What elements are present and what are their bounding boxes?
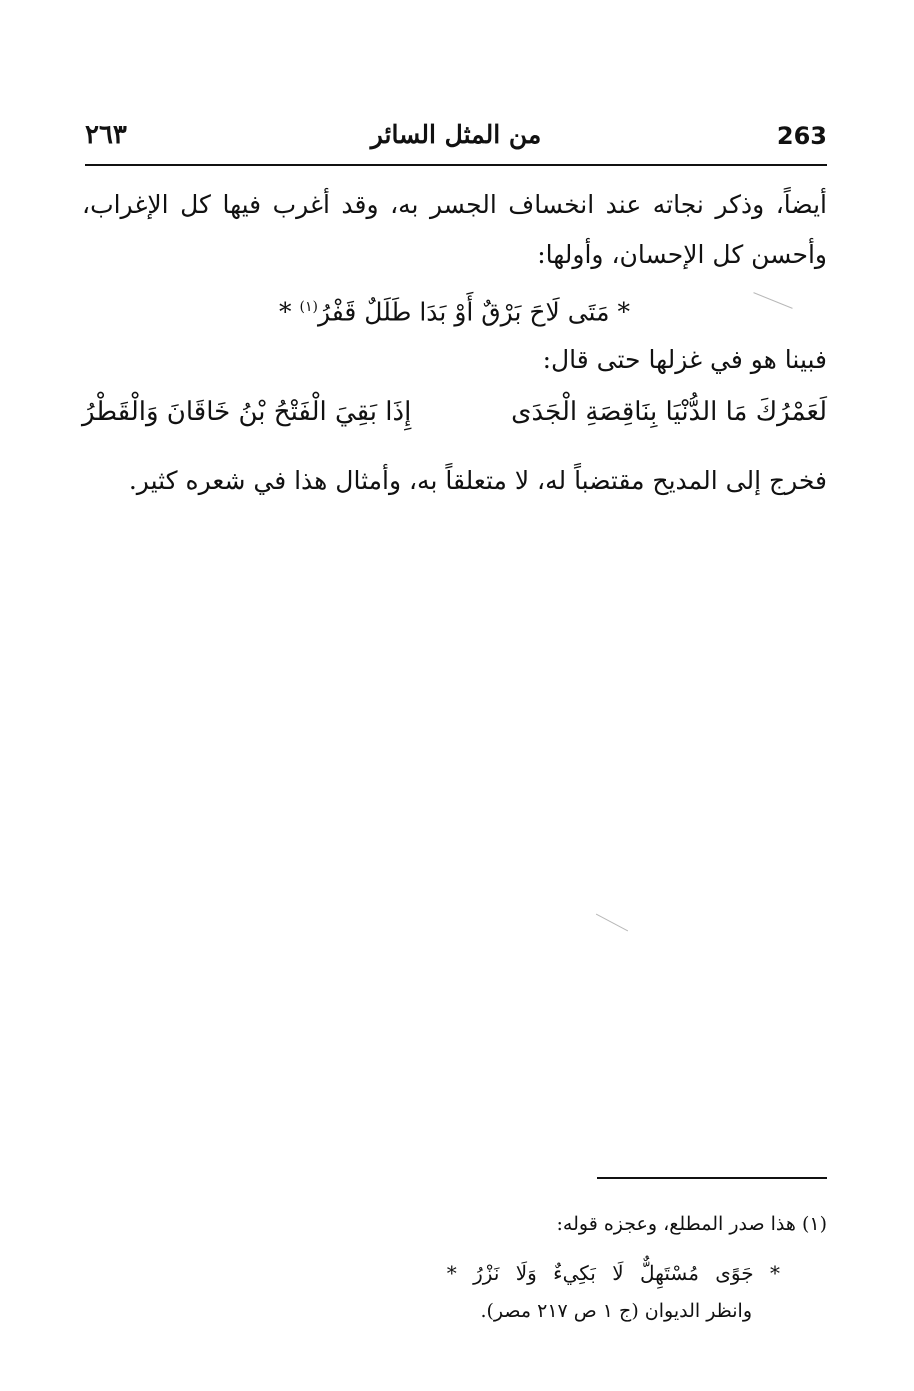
footnote-separator bbox=[597, 1177, 827, 1179]
couplet-first-hemistich: لَعَمْرُكَ مَا الدُّنْيَا بِنَاقِصَةِ الْجَدَى bbox=[511, 397, 827, 427]
body-paragraph-3: فخرج إلى المديح مقتضباً له، لا متعلقاً به، وأمثال هذا في شعره كثير. bbox=[128, 466, 827, 495]
scan-artifact-mark bbox=[596, 914, 628, 932]
body-paragraph-1: أيضاً، وذكر نجاته عند انخساف الجسر به، وقد أغرب فيها كل الإغراب، وأحسن كل الإحسان، وأولها: bbox=[82, 190, 827, 269]
header-rule bbox=[85, 164, 827, 166]
page-header bbox=[85, 120, 827, 160]
footnote-verse: * جَوًى مُسْتَهِلٌّ لَا بَكِيءٌ وَلَا نَزْرُ * bbox=[446, 1261, 780, 1285]
page-number-latin: 263 bbox=[776, 122, 827, 150]
couplet-second-hemistich: إِذَا بَقِيَ الْفَتْحُ بْنُ خَاقَانَ وَالْقَطْرُ bbox=[82, 397, 412, 427]
opening-verse-end: * bbox=[279, 297, 300, 327]
poetry-couplet bbox=[82, 397, 827, 441]
footnote-1: (١) هذا صدر المطلع، وعجزه قوله: bbox=[556, 1213, 827, 1235]
opening-verse-text: * مَتَى لَاحَ بَرْقٌ أَوْ بَدَا طَلَلٌ قَفْرُ bbox=[317, 297, 630, 327]
body-paragraph-2: فبينا هو في غزلها حتى قال: bbox=[542, 345, 827, 374]
page-number-arabic: ٢٦٣ bbox=[85, 120, 127, 150]
footnote-2: وانظر الديوان (ج ١ ص ٢١٧ مصر). bbox=[480, 1300, 752, 1322]
footnote-ref-1[interactable]: (١) bbox=[299, 299, 318, 315]
opening-verse bbox=[82, 287, 827, 332]
running-title: من المثل السائر bbox=[370, 120, 542, 149]
